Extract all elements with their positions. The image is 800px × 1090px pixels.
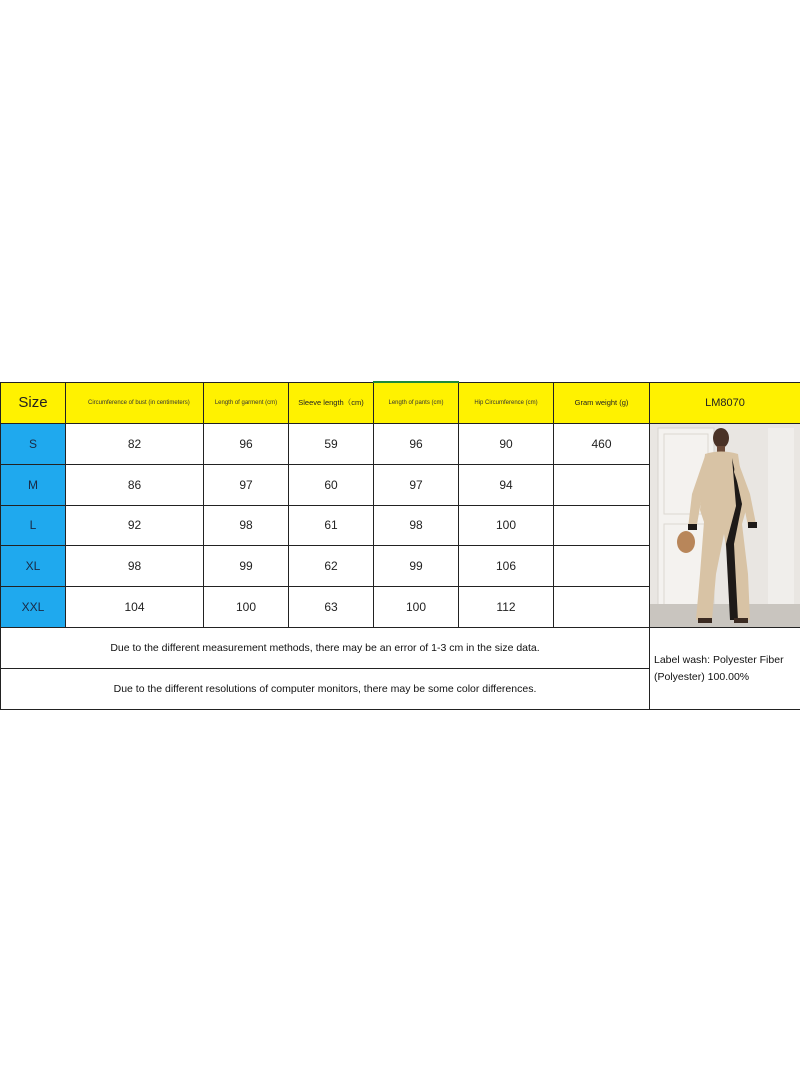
- sleeve-cell: 59: [289, 424, 374, 465]
- sleeve-cell: 60: [289, 464, 374, 505]
- sleeve-cell: 63: [289, 587, 374, 628]
- product-photo: [650, 424, 800, 628]
- bust-cell: 92: [66, 505, 204, 546]
- size-cell: XL: [1, 546, 66, 587]
- model-image: [650, 424, 800, 627]
- size-cell: L: [1, 505, 66, 546]
- header-sleeve: Sleeve length（cm): [289, 382, 374, 424]
- size-cell: M: [1, 464, 66, 505]
- size-chart: [0, 381, 800, 709]
- weight-cell: [554, 464, 650, 505]
- length-cell: 96: [204, 424, 289, 465]
- weight-cell: [554, 587, 650, 628]
- header-hip: Hip Circumference (cm): [459, 382, 554, 424]
- header-gram-weight: Gram weight (g): [554, 382, 650, 424]
- pants-cell: 99: [374, 546, 459, 587]
- weight-cell: [554, 505, 650, 546]
- hip-cell: 90: [459, 424, 554, 465]
- pants-cell: 97: [374, 464, 459, 505]
- weight-cell: 460: [554, 424, 650, 465]
- sleeve-cell: 62: [289, 546, 374, 587]
- hip-cell: 100: [459, 505, 554, 546]
- size-table: [0, 381, 800, 710]
- pants-cell: 100: [374, 587, 459, 628]
- size-cell: S: [1, 424, 66, 465]
- pants-cell: 96: [374, 424, 459, 465]
- header-product-code: LM8070: [650, 382, 800, 424]
- bust-cell: 104: [66, 587, 204, 628]
- hip-cell: 94: [459, 464, 554, 505]
- bust-cell: 98: [66, 546, 204, 587]
- hip-cell: 112: [459, 587, 554, 628]
- bust-cell: 82: [66, 424, 204, 465]
- header-garment-length: Length of garment (cm): [204, 382, 289, 424]
- length-cell: 97: [204, 464, 289, 505]
- header-pants-length: Length of pants (cm): [374, 382, 459, 424]
- header-bust: Circumference of bust (in centimeters): [66, 382, 204, 424]
- hip-cell: 106: [459, 546, 554, 587]
- length-cell: 98: [204, 505, 289, 546]
- color-note: Due to the different resolutions of computer monitors, there may be some color differences.: [1, 669, 650, 710]
- size-cell: XXL: [1, 587, 66, 628]
- sleeve-cell: 61: [289, 505, 374, 546]
- table-row: [1, 424, 800, 465]
- weight-cell: [554, 546, 650, 587]
- length-cell: 100: [204, 587, 289, 628]
- measurement-note: Due to the different measurement methods, there may be an error of 1-3 cm in the size data.: [1, 628, 650, 669]
- length-cell: 99: [204, 546, 289, 587]
- note-row: [1, 628, 800, 669]
- header-size: Size: [1, 382, 66, 424]
- header-row: [1, 382, 800, 424]
- bust-cell: 86: [66, 464, 204, 505]
- label-wash: Label wash: Polyester Fiber (Polyester) 100.00%: [650, 628, 800, 710]
- pants-cell: 98: [374, 505, 459, 546]
